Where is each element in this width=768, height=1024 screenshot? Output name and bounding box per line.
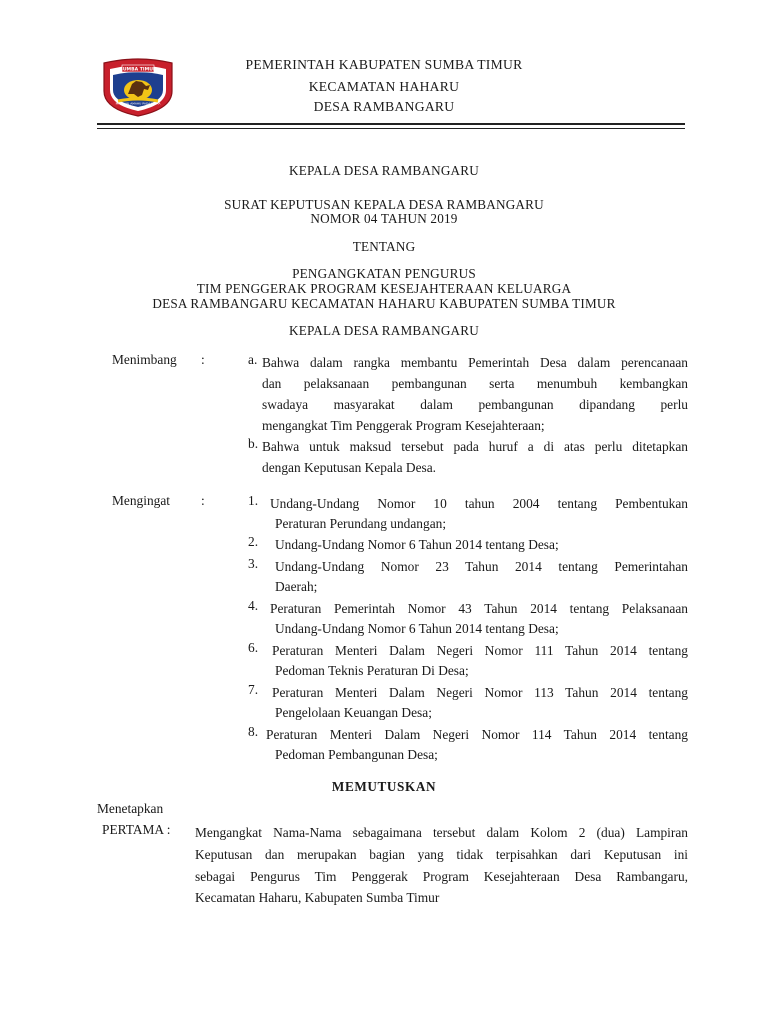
paragraph-line: dan pelaksanaan pembangunan serta menumbuh kembangkan	[262, 376, 688, 391]
item-marker: a.	[248, 352, 258, 367]
about-heading: TENTANG	[352, 239, 416, 254]
paragraph-line: Undang-Undang Nomor 6 Tahun 2014 tentang Desa;	[275, 537, 559, 552]
letterhead-village: DESA RAMBANGARU	[313, 99, 455, 114]
mengingat-label: Mengingat	[112, 493, 171, 508]
paragraph-line: Pengelolaan Keuangan Desa;	[275, 705, 432, 720]
subject-line-2: TIM PENGGERAK PROGRAM KESEJAHTERAAN KELUARGA	[196, 281, 572, 296]
item-marker: 7.	[248, 682, 259, 697]
letterhead-rule-thin	[97, 128, 685, 129]
paragraph-line: dengan Keputusan Kepala Desa.	[262, 460, 437, 475]
subject-line-1: PENGANGKATAN PENGURUS	[292, 266, 476, 281]
item-marker: 2.	[248, 534, 259, 549]
subject-line-3: DESA RAMBANGARU KECAMATAN HAHARU KABUPATEN SUMBA TIMUR	[152, 296, 616, 311]
letterhead-government: PEMERINTAH KABUPATEN SUMBA TIMUR	[245, 57, 523, 72]
paragraph-line: Daerah;	[275, 579, 318, 594]
decree-number: NOMOR 04 TAHUN 2019	[310, 211, 458, 226]
item-marker: b.	[248, 436, 259, 451]
letterhead-district: KECAMATAN HAHARU	[308, 79, 460, 94]
paragraph-line: Keputusan dan merupakan bagian yang tidak terpisahkan dari Keputusan ini	[195, 847, 688, 862]
paragraph-line: mengangkat Tim Penggerak Program Kesejahteraan;	[262, 418, 545, 433]
paragraph-line: Undang-Undang Nomor 10 tahun 2004 tentang Pembentukan	[270, 496, 688, 511]
paragraph-line: Mengangkat Nama-Nama sebagaimana tersebut dalam Kolom 2 (dua) Lampiran	[195, 825, 688, 840]
logo-top-text: SUMBA TIMUR	[119, 67, 157, 73]
menimbang-colon: :	[201, 352, 205, 367]
pertama-label: PERTAMA :	[102, 822, 171, 837]
item-marker: 4.	[248, 598, 259, 613]
item-marker: 1.	[248, 493, 259, 508]
paragraph-line: Bahwa dalam rangka membantu Pemerintah Desa dalam perencanaan	[262, 355, 688, 370]
paragraph-line: Pedoman Pembangunan Desa;	[275, 747, 438, 762]
menimbang-label: Menimbang	[112, 352, 177, 367]
paragraph-line: swadaya masyarakat dalam pembangunan dipandang perlu	[262, 397, 688, 412]
paragraph-line: Peraturan Menteri Dalam Negeri Nomor 111 Tahun 2014 tentang	[272, 643, 688, 658]
item-marker: 6.	[248, 640, 259, 655]
menetapkan-label: Menetapkan	[97, 801, 164, 816]
logo-motto: MATAWAI AMAHU PADA NJARA	[115, 101, 161, 106]
letterhead-rule-thick	[97, 123, 685, 125]
issuer-heading-repeat: KEPALA DESA RAMBANGARU	[288, 323, 480, 338]
issuer-heading: KEPALA DESA RAMBANGARU	[288, 163, 480, 178]
paragraph-line: Bahwa untuk maksud tersebut pada huruf a di atas perlu ditetapkan	[262, 439, 688, 454]
item-marker: 8.	[248, 724, 259, 739]
paragraph-line: Pedoman Teknis Peraturan Di Desa;	[275, 663, 469, 678]
paragraph-line: Peraturan Perundang undangan;	[275, 516, 447, 531]
paragraph-line: Peraturan Menteri Dalam Negeri Nomor 113 Tahun 2014 tentang	[272, 685, 688, 700]
paragraph-line: Undang-Undang Nomor 6 Tahun 2014 tentang Desa;	[275, 621, 559, 636]
paragraph-line: Peraturan Pemerintah Nomor 43 Tahun 2014 tentang Pelaksanaan	[270, 601, 688, 616]
paragraph-line: Undang-Undang Nomor 23 Tahun 2014 tentang Pemerintahan	[275, 559, 688, 574]
mengingat-colon: :	[201, 493, 205, 508]
decree-title: SURAT KEPUTUSAN KEPALA DESA RAMBANGARU	[224, 197, 544, 212]
memutuskan-heading: MEMUTUSKAN	[331, 779, 437, 794]
item-marker: 3.	[248, 556, 259, 571]
paragraph-line: Kecamatan Haharu, Kabupaten Sumba Timur	[195, 890, 440, 905]
paragraph-line: Peraturan Menteri Dalam Negeri Nomor 114 Tahun 2014 tentang	[266, 727, 688, 742]
paragraph-line: sebagai Pengurus Tim Penggerak Program Kesejahteraan Desa Rambangaru,	[195, 869, 688, 884]
